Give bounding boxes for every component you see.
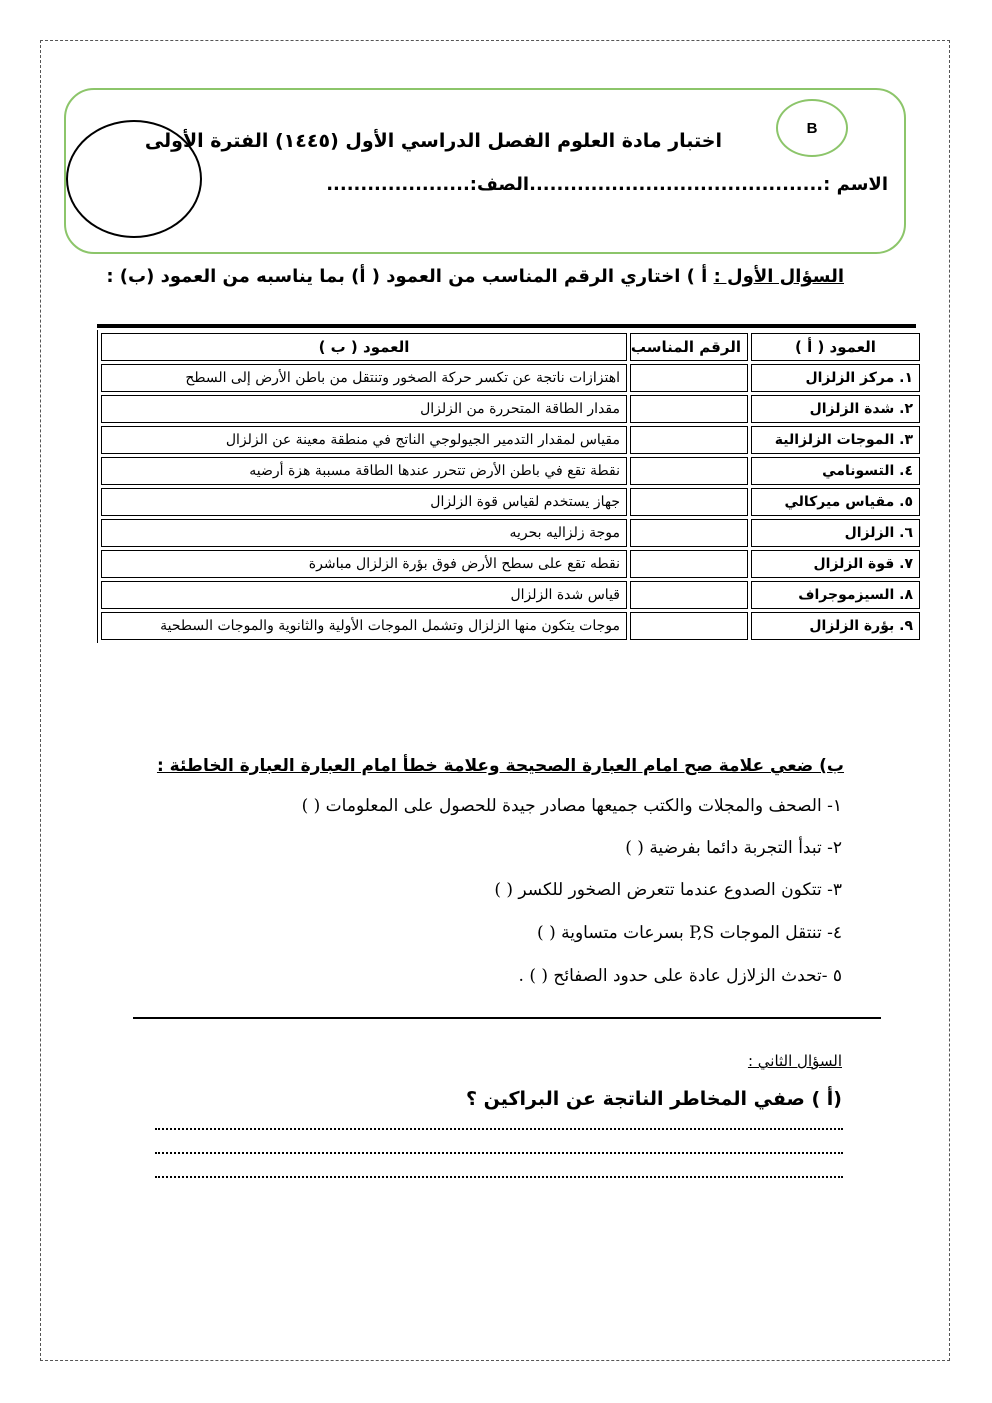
table-row: [101, 581, 920, 609]
question-2-title: السؤال الثاني :: [747, 1052, 842, 1070]
column-a-header: العمود ( أ ): [751, 333, 920, 361]
answer-number-cell[interactable]: [630, 519, 748, 547]
question-1-instruction: أ ) اختاري الرقم المناسب من العمود ( أ) بما يناسبه من العمود (ب) :: [106, 266, 714, 287]
column-a-cell: ٤. التسونامي: [751, 457, 920, 485]
true-false-statement[interactable]: ٤- تنتقل الموجات P,S بسرعات متساوية ( ): [537, 923, 842, 943]
class-field[interactable]: .....................: [326, 174, 470, 195]
answer-number-cell[interactable]: [630, 488, 748, 516]
version-badge: [776, 99, 848, 157]
question-1-label: السؤال الأول :: [713, 266, 844, 287]
answer-line[interactable]: [155, 1176, 843, 1178]
column-a-cell: ١. مركز الزلزال: [751, 364, 920, 392]
table-row: [101, 426, 920, 454]
exam-title: اختبار مادة العلوم الفصل الدراسي الأول (١٤٤٥) الفترة الأولى: [144, 130, 722, 152]
column-b-cell: جهاز يستخدم لقياس قوة الزلزال: [101, 488, 627, 516]
answer-line[interactable]: [155, 1128, 843, 1130]
true-false-statement[interactable]: ٥ -تحدث الزلازل عادة على حدود الصفائح ( ) .: [518, 966, 842, 986]
column-b-cell: موجة زلزاليه بحريه: [101, 519, 627, 547]
table-row: [101, 550, 920, 578]
column-b-cell: قياس شدة الزلزال: [101, 581, 627, 609]
column-b-cell: اهتزازات ناتجة عن تكسر حركة الصخور وتنتقل من باطن الأرض إلى السطح: [101, 364, 627, 392]
column-b-cell: مقدار الطاقة المتحررة من الزلزال: [101, 395, 627, 423]
number-column-header: الرقم المناسب: [630, 333, 748, 361]
table-row: [101, 395, 920, 423]
name-class-line: [326, 174, 888, 195]
name-label: الاسم :: [823, 174, 888, 195]
name-field[interactable]: ...........................................: [529, 174, 824, 195]
class-label: الصف:: [469, 174, 530, 195]
matching-table-wrap: [97, 324, 916, 643]
true-false-statement[interactable]: ١- الصحف والمجلات والكتب جميعها مصادر جيدة للحصول على المعلومات ( ): [301, 796, 842, 816]
true-false-statement[interactable]: ٣- تتكون الصدوع عندما تتعرض الصخور للكسر ( ): [494, 880, 842, 900]
version-label: B: [806, 119, 818, 137]
column-b-cell: نقطه تقع على سطح الأرض فوق بؤرة الزلزال مباشرة: [101, 550, 627, 578]
answer-number-cell[interactable]: [630, 395, 748, 423]
column-b-header: العمود ( ب ): [101, 333, 627, 361]
table-top-rule: [97, 324, 916, 328]
answer-number-cell[interactable]: [630, 426, 748, 454]
column-b-cell: موجات يتكون منها الزلزال وتشمل الموجات الأولية والثانوية والموجات السطحية: [101, 612, 627, 640]
section-divider: [133, 1017, 881, 1019]
table-row: [101, 612, 920, 640]
table-row: [101, 488, 920, 516]
column-a-cell: ٣. الموجات الزلزالية: [751, 426, 920, 454]
column-b-cell: مقياس لمقدار التدمير الجيولوجي الناتج في منطقة معينة عن الزلزال: [101, 426, 627, 454]
column-a-cell: ٨. السيزموجراف: [751, 581, 920, 609]
answer-line[interactable]: [155, 1152, 843, 1154]
answer-number-cell[interactable]: [630, 550, 748, 578]
column-a-cell: ٦. الزلزال: [751, 519, 920, 547]
true-false-statement[interactable]: ٢- تبدأ التجربة دائما بفرضية ( ): [625, 838, 842, 858]
answer-number-cell[interactable]: [630, 581, 748, 609]
answer-number-cell[interactable]: [630, 612, 748, 640]
answer-number-cell[interactable]: [630, 457, 748, 485]
table-row: [101, 519, 920, 547]
question-1b-title: ب) ضعي علامة صح امام العبارة الصحيحة وعلامة خطأ امام العبارة العبارة الخاطئة :: [156, 756, 844, 776]
question-1-title: [106, 266, 844, 287]
column-a-cell: ٥. مقياس ميركالي: [751, 488, 920, 516]
column-a-cell: ٧. قوة الزلزال: [751, 550, 920, 578]
answer-number-cell[interactable]: [630, 364, 748, 392]
table-row: [101, 364, 920, 392]
table-header-row: [101, 333, 920, 361]
column-a-cell: ٩. بؤرة الزلزال: [751, 612, 920, 640]
matching-table: [97, 330, 923, 643]
column-a-cell: ٢. شدة الزلزال: [751, 395, 920, 423]
column-b-cell: نقطة تقع في باطن الأرض تتحرر عندها الطاقة مسببة هزة أرضيه: [101, 457, 627, 485]
table-row: [101, 457, 920, 485]
question-2a-prompt: (أ ) صفي المخاطر الناتجة عن البراكين ؟: [466, 1088, 842, 1110]
